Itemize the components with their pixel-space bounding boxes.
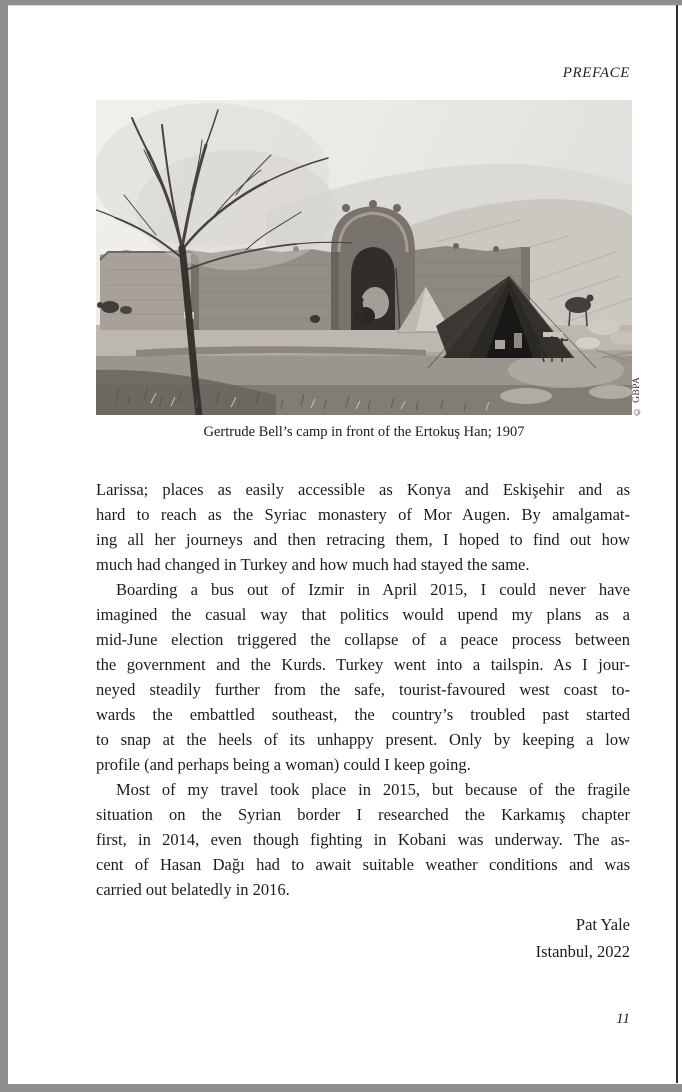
body-line: to snap at the heels of its unhappy present. Only by keeping a low xyxy=(96,730,630,749)
body-line: Larissa; places as easily accessible as Konya and Eskişehir and as xyxy=(96,480,630,499)
body-line: Most of my travel took place in 2015, but because of the fragile xyxy=(116,780,630,799)
body-line: first, in 2014, even though fighting in Kobani was underway. The as- xyxy=(96,830,630,849)
body-text xyxy=(96,477,630,902)
photo-credit: © GBPA xyxy=(632,376,642,416)
body-line: imagined the casual way that politics would upend my plans as a xyxy=(96,605,630,624)
body-line: the government and the Kurds. Turkey went into a tailspin. As I jour- xyxy=(96,655,630,674)
signature-name: Pat Yale xyxy=(575,915,630,934)
body-line: Boarding a bus out of Izmir in April 2015, I could never have xyxy=(116,580,630,599)
body-line: much had changed in Turkey and how much had stayed the same. xyxy=(96,555,530,574)
paragraph xyxy=(96,577,630,777)
signature-place: Istanbul, 2022 xyxy=(535,942,630,961)
photo-figure xyxy=(96,100,632,415)
page-edge-line xyxy=(676,5,678,1083)
body-line: wards the embattled southeast, the country’s troubled past started xyxy=(96,705,630,724)
page-number: 11 xyxy=(616,1011,630,1027)
paragraph xyxy=(96,777,630,902)
signature xyxy=(96,911,630,965)
body-line: neyed steadily further from the safe, tourist-favoured west coast to- xyxy=(96,680,630,699)
body-line: profile (and perhaps being a woman) could I keep going. xyxy=(96,755,471,774)
photo-caption: Gertrude Bell’s camp in front of the Ertokuş Han; 1907 xyxy=(203,424,525,440)
body-line: ing all her journeys and then retracing them, I hoped to find out how xyxy=(96,530,630,549)
body-line: cent of Hasan Dağı had to await suitable weather conditions and was xyxy=(96,855,630,874)
running-header: PREFACE xyxy=(562,65,630,81)
paragraph xyxy=(96,477,630,577)
body-line: mid-June election triggered the collapse of a peace process between xyxy=(96,630,630,649)
body-line: carried out belatedly in 2016. xyxy=(96,880,290,899)
photograph xyxy=(96,100,632,415)
body-line: hard to reach as the Syriac monastery of Mor Augen. By amalgamat- xyxy=(96,505,630,524)
body-line: situation on the Syrian border I researched the Karkamış chapter xyxy=(96,805,630,824)
